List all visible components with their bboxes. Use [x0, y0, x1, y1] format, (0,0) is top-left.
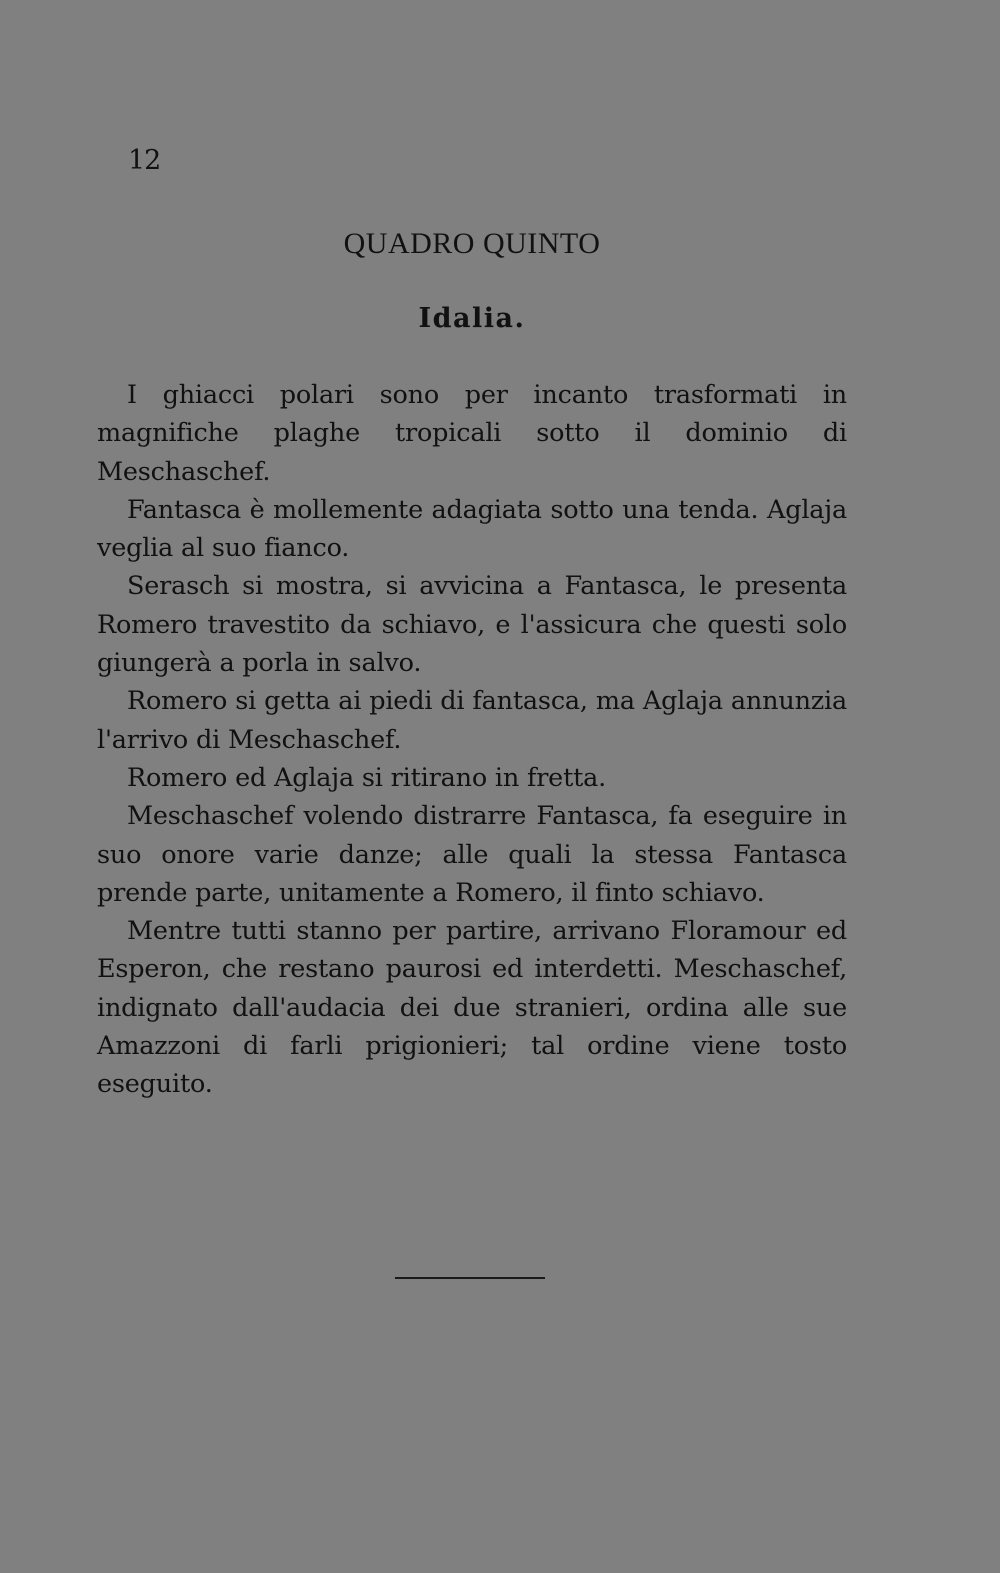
paragraph-2: Fantasca è mollemente adagiata sotto una tenda. Aglaja veglia al suo fianco.	[97, 494, 847, 564]
paragraph-4: Romero si getta ai piedi di fantasca, ma Aglaja annunzia l'arrivo di Meschaschef.	[97, 686, 847, 755]
paragraph-5: Romero ed Aglaja si ritirano in fretta.	[127, 762, 607, 793]
page-number: 12	[128, 145, 161, 176]
paragraph-3: Serasch si mostra, si avvicina a Fantasca, le presenta Romero travestito da schiavo, e l'assicura che questi solo giungerà a porla in salvo.	[97, 571, 847, 679]
paragraph-6: Meschaschef volendo distrarre Fantasca, fa eseguire in suo onore varie danze; alle quali la stessa Fantasca prende parte, unitamente a Romero, il finto schiavo.	[97, 801, 847, 908]
paragraph-1: I ghiacci polari sono per incanto trasformati in magnifiche plaghe tropicali sotto il dominio di Meschaschef.	[97, 380, 847, 487]
body-text	[97, 376, 847, 1104]
section-subtitle: Idalia.	[418, 303, 526, 334]
paragraph-7: Mentre tutti stanno per partire, arrivano Floramour ed Esperon, che restano paurosi ed interdetti. Meschaschef, indignato dall'audacia dei due stranieri, ordina alle sue Amazzoni di farli prigionieri; tal ordine viene tosto eseguito.	[97, 916, 847, 1100]
divider-rule	[395, 1277, 545, 1279]
section-heading: QUADRO QUINTO	[343, 227, 601, 260]
